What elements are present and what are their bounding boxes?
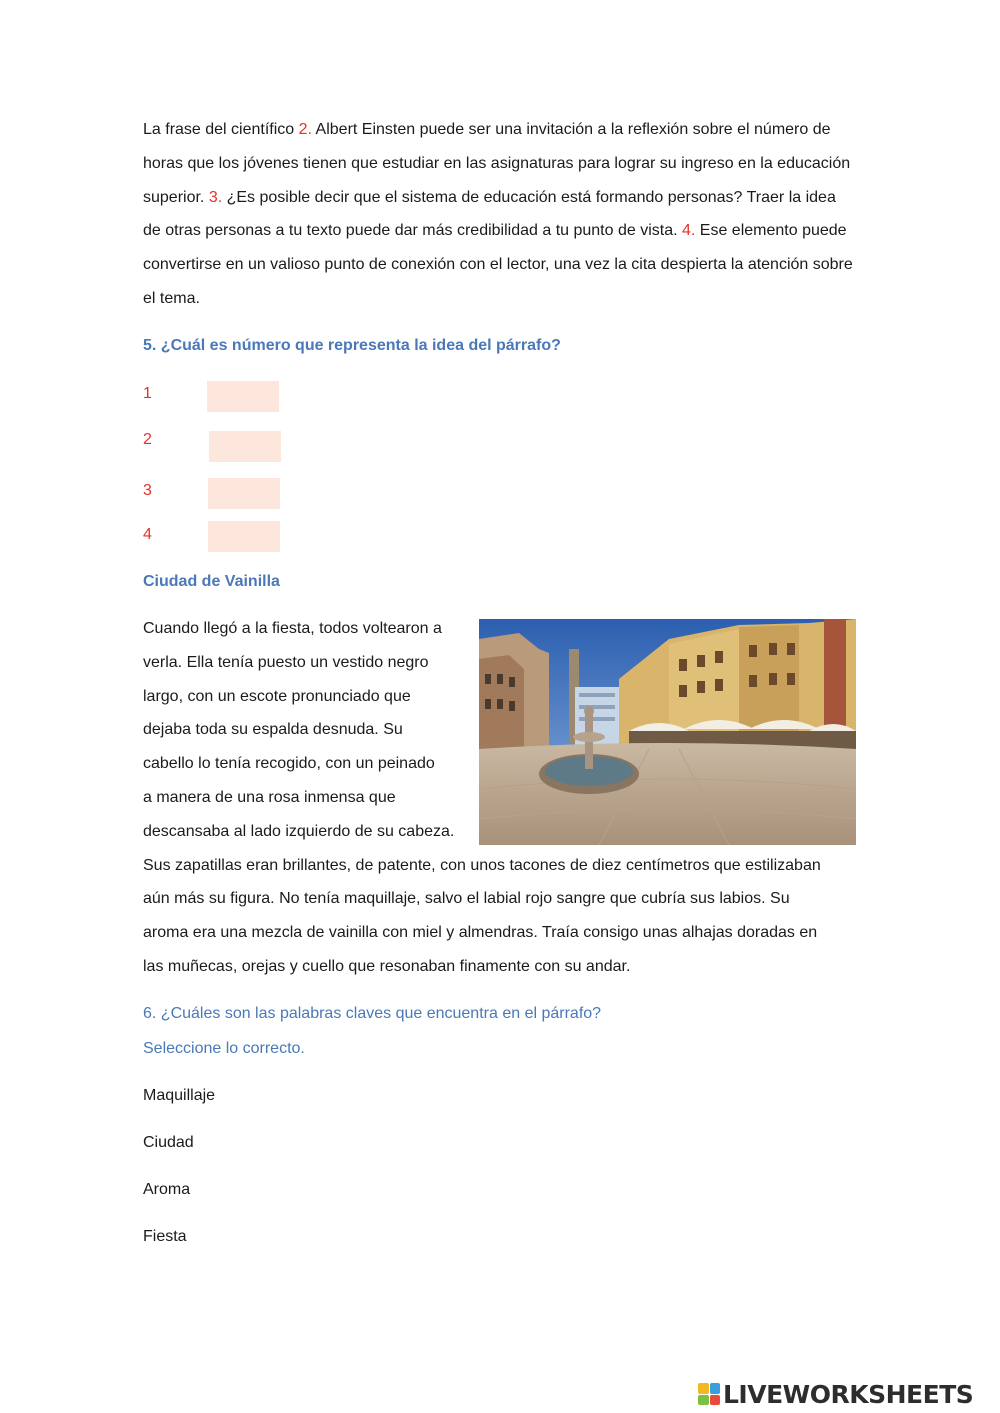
story-line: Sus zapatillas eran brillantes, de patente, con unos tacones de diez centímetros que estilizaban <box>143 857 821 874</box>
option-number: 4 <box>143 526 152 543</box>
question-5-option-4 <box>143 521 303 553</box>
intro-text-3: ¿Es posible decir que el sistema de educación está formando personas? Traer la idea de otras personas a tu texto puede dar más credibilidad a tu punto de vista. <box>143 188 836 240</box>
keyword-option-maquillaje[interactable]: Maquillaje <box>143 1087 216 1104</box>
question-5-label: 5. ¿Cuál es número que representa la idea del párrafo? <box>143 337 561 354</box>
story-line: descansaba al lado izquierdo de su cabeza. <box>143 823 455 840</box>
story-line: a manera de una rosa inmensa que <box>143 789 396 806</box>
story-line: aún más su figura. No tenía maquillaje, salvo el labial rojo sangre que cubría sus labios. Su <box>143 890 790 907</box>
story-line: verla. Ella tenía puesto un vestido negro <box>143 654 429 671</box>
option-number: 2 <box>143 431 152 448</box>
sentence-number-4: 4. <box>682 222 696 240</box>
option-number: 1 <box>143 385 152 402</box>
liveworksheets-logo <box>698 1378 973 1410</box>
story-title: Ciudad de Vainilla <box>143 573 280 590</box>
plaza-photo <box>479 619 856 845</box>
intro-text-2: Albert Einsten puede ser una invitación a la reflexión sobre el número de horas que los jóvenes tienen que estudiar en las asignaturas para lograr su ingreso en la educación superior. <box>143 121 851 206</box>
answer-box-3[interactable] <box>208 478 280 509</box>
option-number: 3 <box>143 482 152 499</box>
question-6-instruction: Seleccione lo correcto. <box>143 1040 305 1057</box>
story-line: cabello lo tenía recogido, con un peinado <box>143 755 435 772</box>
answer-box-1[interactable] <box>207 381 279 412</box>
story-line: largo, con un escote pronunciado que <box>143 688 411 705</box>
question-5-option-3 <box>143 478 303 510</box>
question-5-option-1 <box>143 381 303 413</box>
intro-text-4: Ese elemento puede convertirse en un valioso punto de conexión con el lector, una vez la cita despierta la atención sobre el tema. <box>143 222 853 307</box>
intro-text-1: La frase del científico <box>143 121 299 138</box>
plaza-illustration <box>479 619 856 845</box>
sentence-number-3: 3. <box>208 188 223 206</box>
sentence-number-2: 2. <box>298 121 312 138</box>
story-line: las muñecas, orejas y cuello que resonaban finamente con su andar. <box>143 958 631 975</box>
intro-paragraph <box>143 113 858 316</box>
question-6-label: 6. ¿Cuáles son las palabras claves que encuentra en el párrafo? <box>143 1005 602 1022</box>
logo-text: LIVEWORKSHEETS <box>723 1379 974 1409</box>
question-5-option-2 <box>143 431 303 463</box>
story-line: dejaba toda su espalda desnuda. Su <box>143 721 403 738</box>
liveworksheets-logo-icon <box>698 1383 720 1405</box>
story-line: aroma era una mezcla de vainilla con miel y almendras. Traía consigo unas alhajas doradas en <box>143 924 818 941</box>
story-line: Cuando llegó a la fiesta, todos voltearon a <box>143 620 442 637</box>
keyword-option-fiesta[interactable]: Fiesta <box>143 1228 187 1245</box>
answer-box-2[interactable] <box>209 431 281 462</box>
keyword-option-ciudad[interactable]: Ciudad <box>143 1134 194 1151</box>
keyword-option-aroma[interactable]: Aroma <box>143 1181 191 1198</box>
answer-box-4[interactable] <box>208 521 280 552</box>
